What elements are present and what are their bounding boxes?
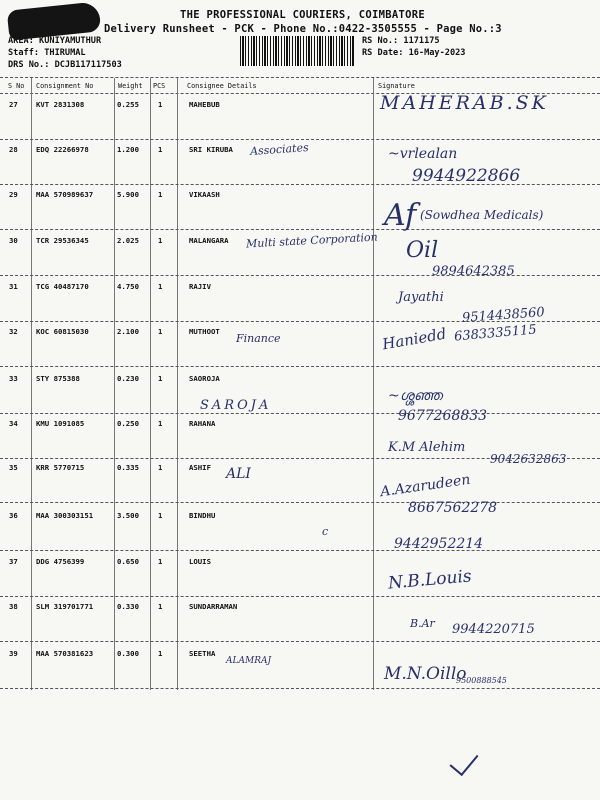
handwritten-signature: M.N.Oillo [384, 664, 467, 684]
row-weight: 4.750 [117, 282, 139, 291]
row-consignment: SLM 319701771 [36, 602, 94, 611]
row-consignment: KOC 60815030 [36, 327, 89, 336]
col-weight-header: Weight [118, 82, 143, 90]
handwritten-signature: ~vrlealan [388, 146, 458, 162]
rs-date: RS Date: 16-May-2023 [362, 48, 466, 58]
row-weight: 0.300 [117, 649, 139, 658]
handwritten-phone: 9894642385 [432, 264, 515, 279]
handwritten-note: Multi state Corporation [245, 230, 379, 251]
row-pcs: 1 [158, 190, 163, 199]
row-consignment: DDG 4756399 [36, 557, 85, 566]
row-pcs: 1 [158, 374, 163, 383]
row-pcs: 1 [158, 282, 163, 291]
handwritten-phone: 9944220715 [452, 622, 535, 637]
col-divider [373, 78, 374, 690]
row-weight: 2.025 [117, 236, 139, 245]
handwritten-phone: 9514438560 [461, 305, 546, 326]
row-weight: 0.335 [117, 463, 139, 472]
row-sno: 31 [9, 282, 18, 291]
row-weight: 0.255 [117, 100, 139, 109]
row-consignment: EDQ 22266978 [36, 145, 89, 154]
handwritten-note: ALI [226, 466, 251, 482]
handwritten-phone: 9500888545 [456, 676, 507, 685]
row-pcs: 1 [158, 511, 163, 520]
handwritten-phone: 8667562278 [408, 500, 498, 516]
row-pcs: 1 [158, 419, 163, 428]
handwritten-note: SAROJA [200, 398, 272, 413]
row-pcs: 1 [158, 100, 163, 109]
handwritten-note: (Sowdhea Medicals) [420, 208, 544, 222]
row-consignment: TCR 29536345 [36, 236, 89, 245]
handwritten-signature: Af [384, 198, 417, 233]
row-sno: 30 [9, 236, 18, 245]
row-sno: 34 [9, 419, 18, 428]
row-consignee: MUTHOOT [189, 327, 220, 336]
table-top-rule [0, 77, 600, 78]
barcode [240, 36, 354, 66]
handwritten-note: ALAMRAJ [226, 656, 272, 666]
handwritten-note: Finance [236, 332, 281, 345]
col-consignee-header: Consignee Details [187, 82, 257, 90]
row-sno: 38 [9, 602, 18, 611]
page-subtitle: Delivery Runsheet - PCK - Phone No.:0422-3505555 - Page No.:3 [104, 23, 502, 35]
handwritten-note: Associates [249, 140, 310, 159]
row-sno: 32 [9, 327, 18, 336]
row-consignee: ASHIF [189, 463, 211, 472]
row-consignee: RAHANA [189, 419, 216, 428]
row-consignee: LOUIS [189, 557, 211, 566]
row-consignment: KMU 1091085 [36, 419, 85, 428]
col-divider [177, 78, 178, 690]
row-pcs: 1 [158, 463, 163, 472]
row-consignment: MAA 570989637 [36, 190, 94, 199]
row-pcs: 1 [158, 602, 163, 611]
handwritten-signature: Jayathi [398, 290, 444, 305]
row-consignee: BINDHU [189, 511, 216, 520]
row-divider [0, 366, 600, 367]
row-consignment: MAA 300303151 [36, 511, 94, 520]
handwritten-phone: 6383335115 [453, 322, 538, 345]
row-consignee: RAJIV [189, 282, 211, 291]
row-divider [0, 413, 600, 414]
row-pcs: 1 [158, 649, 163, 658]
col-pcs-header: PCS [153, 82, 166, 90]
row-weight: 0.650 [117, 557, 139, 566]
row-consignee: SEETHA [189, 649, 216, 658]
col-signature-header: Signature [378, 82, 415, 90]
row-divider [0, 502, 600, 503]
handwritten-phone: 9442952214 [394, 536, 484, 552]
handwritten-phone: 9042632863 [490, 452, 567, 466]
row-weight: 5.900 [117, 190, 139, 199]
col-consignment-header: Consignment No [36, 82, 94, 90]
row-pcs: 1 [158, 557, 163, 566]
row-pcs: 1 [158, 145, 163, 154]
handwritten-signature: Oil [406, 238, 439, 263]
page-title: THE PROFESSIONAL COURIERS, COIMBATORE [180, 9, 425, 21]
row-divider [0, 596, 600, 597]
handwritten-signature: N.B.Louis [387, 566, 473, 594]
row-sno: 35 [9, 463, 18, 472]
row-sno: 36 [9, 511, 18, 520]
handwritten-signature: B.Ar [410, 617, 435, 630]
handwritten-signature: K.M Alehim [388, 440, 466, 455]
col-divider [150, 78, 151, 690]
row-consignment: TCG 40487170 [36, 282, 89, 291]
row-weight: 0.330 [117, 602, 139, 611]
row-divider [0, 139, 600, 140]
handwritten-signature: Haniedd [380, 324, 448, 354]
col-divider [31, 78, 32, 690]
row-sno: 39 [9, 649, 18, 658]
row-consignee: SRI KIRUBA [189, 145, 233, 154]
rs-number: RS No.: 1171175 [362, 36, 440, 46]
row-consignee: MALANGARA [189, 236, 229, 245]
row-weight: 1.200 [117, 145, 139, 154]
row-weight: 0.250 [117, 419, 139, 428]
handwritten-signature: A.Azarudeen [379, 471, 472, 501]
row-consignment: MAA 570381623 [36, 649, 94, 658]
row-weight: 2.100 [117, 327, 139, 336]
row-sno: 28 [9, 145, 18, 154]
row-sno: 29 [9, 190, 18, 199]
row-pcs: 1 [158, 327, 163, 336]
row-divider [0, 688, 600, 689]
handwritten-mark: c [322, 525, 329, 538]
drs-number: DRS No.: DCJB117117503 [8, 60, 122, 70]
row-consignment: KVT 2831308 [36, 100, 85, 109]
row-pcs: 1 [158, 236, 163, 245]
check-mark [450, 746, 479, 776]
redaction-mark [7, 1, 102, 40]
row-sno: 37 [9, 557, 18, 566]
row-consignment: KRR 5770715 [36, 463, 85, 472]
row-divider [0, 229, 600, 230]
handwritten-phone: 9677268833 [398, 408, 488, 424]
handwritten-phone: 9944922866 [412, 166, 521, 186]
col-divider [114, 78, 115, 690]
handwritten-signature: ~ശ്ശഞ്ഞ [388, 388, 443, 404]
row-divider [0, 641, 600, 642]
row-consignee: MAHEBUB [189, 100, 220, 109]
col-sno-header: S No [8, 82, 25, 90]
row-weight: 0.230 [117, 374, 139, 383]
staff-label: Staff: THIRUMAL [8, 48, 86, 58]
handwritten-signature: MAHERAB.SK [380, 92, 549, 114]
row-consignment: STY 875388 [36, 374, 80, 383]
row-sno: 27 [9, 100, 18, 109]
area-label: AREA: KUNIYAMUTHUR [8, 36, 102, 46]
row-consignee: SAOROJA [189, 374, 220, 383]
row-divider [0, 550, 600, 551]
row-consignee: VIKAASH [189, 190, 220, 199]
row-weight: 3.500 [117, 511, 139, 520]
row-consignee: SUNDARRAMAN [189, 602, 238, 611]
row-sno: 33 [9, 374, 18, 383]
